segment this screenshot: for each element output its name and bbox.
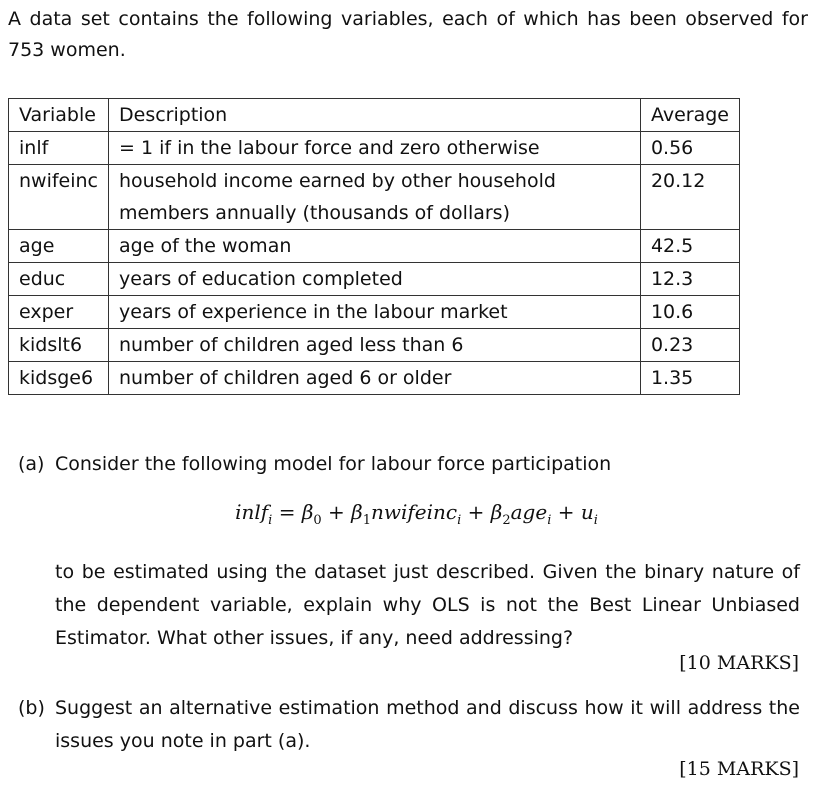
eq-lhs-sub: i: [268, 513, 273, 528]
eq-beta2: β: [490, 500, 503, 524]
cell-description: number of children aged less than 6: [109, 329, 641, 362]
cell-variable: age: [9, 230, 109, 263]
part-b-question-text: Suggest an alternative estimation method and discuss how it will address the issues you note in part (a).: [55, 697, 800, 752]
cell-variable: kidslt6: [9, 329, 109, 362]
table-row: [9, 230, 740, 263]
part-b: [8, 692, 800, 758]
model-equation: [0, 500, 833, 528]
eq-age: age: [510, 500, 548, 524]
eq-nwifeinc: nwifeinc: [371, 500, 458, 524]
part-a-label: (a): [18, 453, 45, 475]
table-row: [9, 132, 740, 165]
eq-beta1: β: [351, 500, 363, 524]
part-a-marks: [10 MARKS]: [679, 652, 799, 674]
header-average: Average: [640, 99, 739, 132]
eq-u-sub: i: [593, 513, 598, 528]
eq-age-sub: i: [547, 513, 552, 528]
cell-average: 10.6: [640, 296, 739, 329]
cell-description: years of experience in the labour market: [109, 296, 641, 329]
cell-average: 42.5: [640, 230, 739, 263]
cell-variable: kidsge6: [9, 362, 109, 395]
table-row: [9, 296, 740, 329]
part-b-marks: [15 MARKS]: [679, 758, 799, 780]
cell-variable: nwifeinc: [9, 165, 109, 230]
eq-plus: +: [461, 500, 491, 524]
intro-text: A data set contains the following variables, each of which has been observed for 753 women.: [8, 8, 808, 61]
eq-beta2-sub: 2: [502, 513, 511, 528]
cell-variable: exper: [9, 296, 109, 329]
part-a-body: [8, 556, 800, 655]
table-row: [9, 165, 740, 230]
cell-description: age of the woman: [109, 230, 641, 263]
eq-nwifeinc-sub: i: [457, 513, 462, 528]
description-text: household income earned by other household: [119, 170, 556, 192]
part-a-question-text: to be estimated using the dataset just described. Given the binary nature of the dependent variable, explain why OLS is not the Best Linear Unbiased Estimator. What other issues, if any, need addressing?: [55, 561, 800, 649]
cell-average: 0.56: [640, 132, 739, 165]
description-text-cont: members annually (thousands of dollars): [119, 202, 510, 224]
cell-average: 12.3: [640, 263, 739, 296]
cell-average: 0.23: [640, 329, 739, 362]
cell-description: number of children aged 6 or older: [109, 362, 641, 395]
eq-u: u: [580, 500, 594, 524]
header-description: Description: [109, 99, 641, 132]
eq-beta0-sub: 0: [313, 513, 322, 528]
part-a-intro-text: Consider the following model for labour force participation: [55, 453, 612, 475]
eq-plus: +: [321, 500, 352, 524]
eq-lhs: inlf: [235, 500, 269, 524]
header-variable: Variable: [9, 99, 109, 132]
table-row: [9, 263, 740, 296]
eq-plus: +: [551, 500, 581, 524]
cell-description: [109, 132, 641, 165]
cell-description: [109, 165, 641, 230]
eq-beta1-sub: 1: [362, 513, 371, 528]
part-a-intro: [8, 448, 800, 481]
cell-variable: educ: [9, 263, 109, 296]
description-text: = 1 if in the labour force and zero otherwise: [119, 137, 540, 159]
cell-description: years of education completed: [109, 263, 641, 296]
part-b-label: (b): [18, 697, 45, 719]
variables-table: [8, 98, 740, 395]
cell-average: 1.35: [640, 362, 739, 395]
cell-average: 20.12: [640, 165, 739, 230]
cell-variable: inlf: [9, 132, 109, 165]
table-row: [9, 329, 740, 362]
eq-equals: =: [272, 500, 302, 524]
table-row: [9, 362, 740, 395]
eq-beta0: β: [301, 500, 314, 524]
table-header-row: [9, 99, 740, 132]
